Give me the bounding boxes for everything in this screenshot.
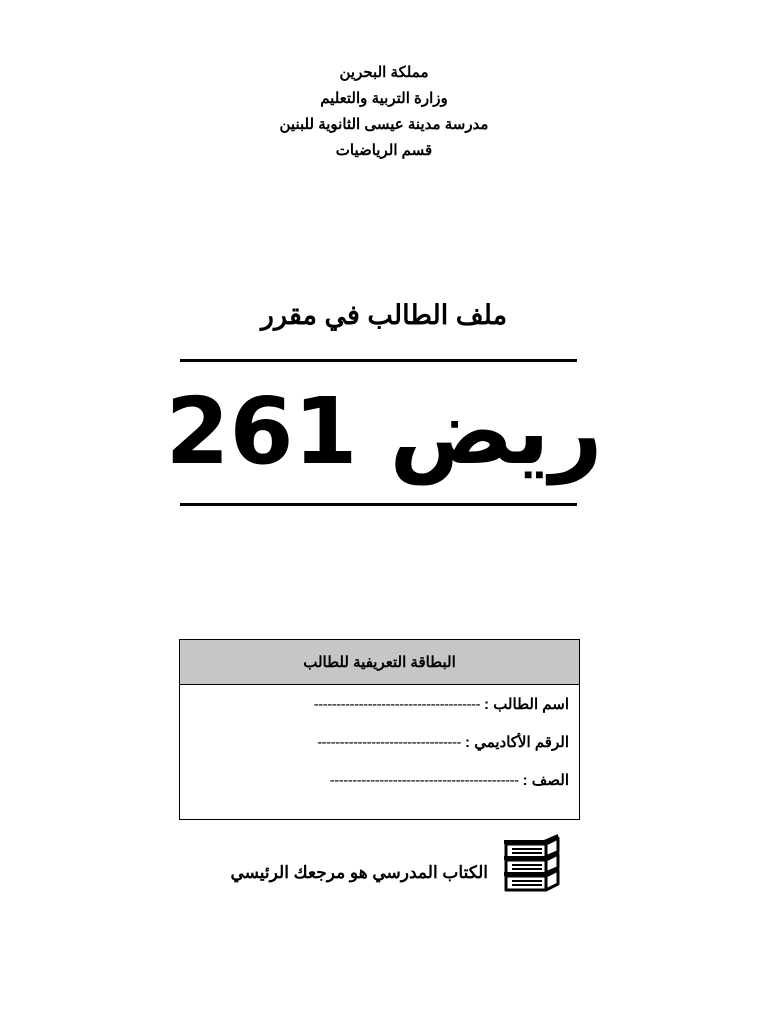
class-line: ------------------------------------------ bbox=[329, 771, 519, 789]
student-name-line: ------------------------------------- bbox=[313, 695, 481, 713]
bottom-divider bbox=[180, 503, 577, 506]
top-divider bbox=[180, 359, 577, 362]
academic-number-label: الرقم الأكاديمي : bbox=[465, 734, 569, 751]
academic-number-field bbox=[180, 723, 579, 761]
card-title: البطاقة التعريفية للطالب bbox=[180, 640, 579, 685]
kingdom-name: مملكة البحرين bbox=[339, 64, 429, 81]
books-stack-icon bbox=[500, 832, 562, 892]
document-subtitle: ملف الطالب في مقرر bbox=[260, 300, 508, 330]
student-id-card bbox=[179, 639, 580, 820]
page-header bbox=[0, 60, 768, 164]
footer-text: الكتاب المدرسي هو مرجعك الرئيسي bbox=[230, 863, 488, 882]
course-code: ريض 261 bbox=[165, 378, 603, 485]
class-label: الصف : bbox=[522, 772, 569, 789]
student-name-label: اسم الطالب : bbox=[484, 696, 569, 713]
ministry-name: وزارة التربية والتعليم bbox=[320, 90, 448, 107]
student-name-field bbox=[180, 685, 579, 723]
school-name: مدرسة مدينة عيسى الثانوية للبنين bbox=[279, 116, 489, 133]
department-name: قسم الرياضيات bbox=[335, 142, 433, 159]
academic-number-line: -------------------------------- bbox=[317, 733, 462, 751]
textbook-note bbox=[212, 832, 562, 892]
class-field bbox=[180, 761, 579, 799]
